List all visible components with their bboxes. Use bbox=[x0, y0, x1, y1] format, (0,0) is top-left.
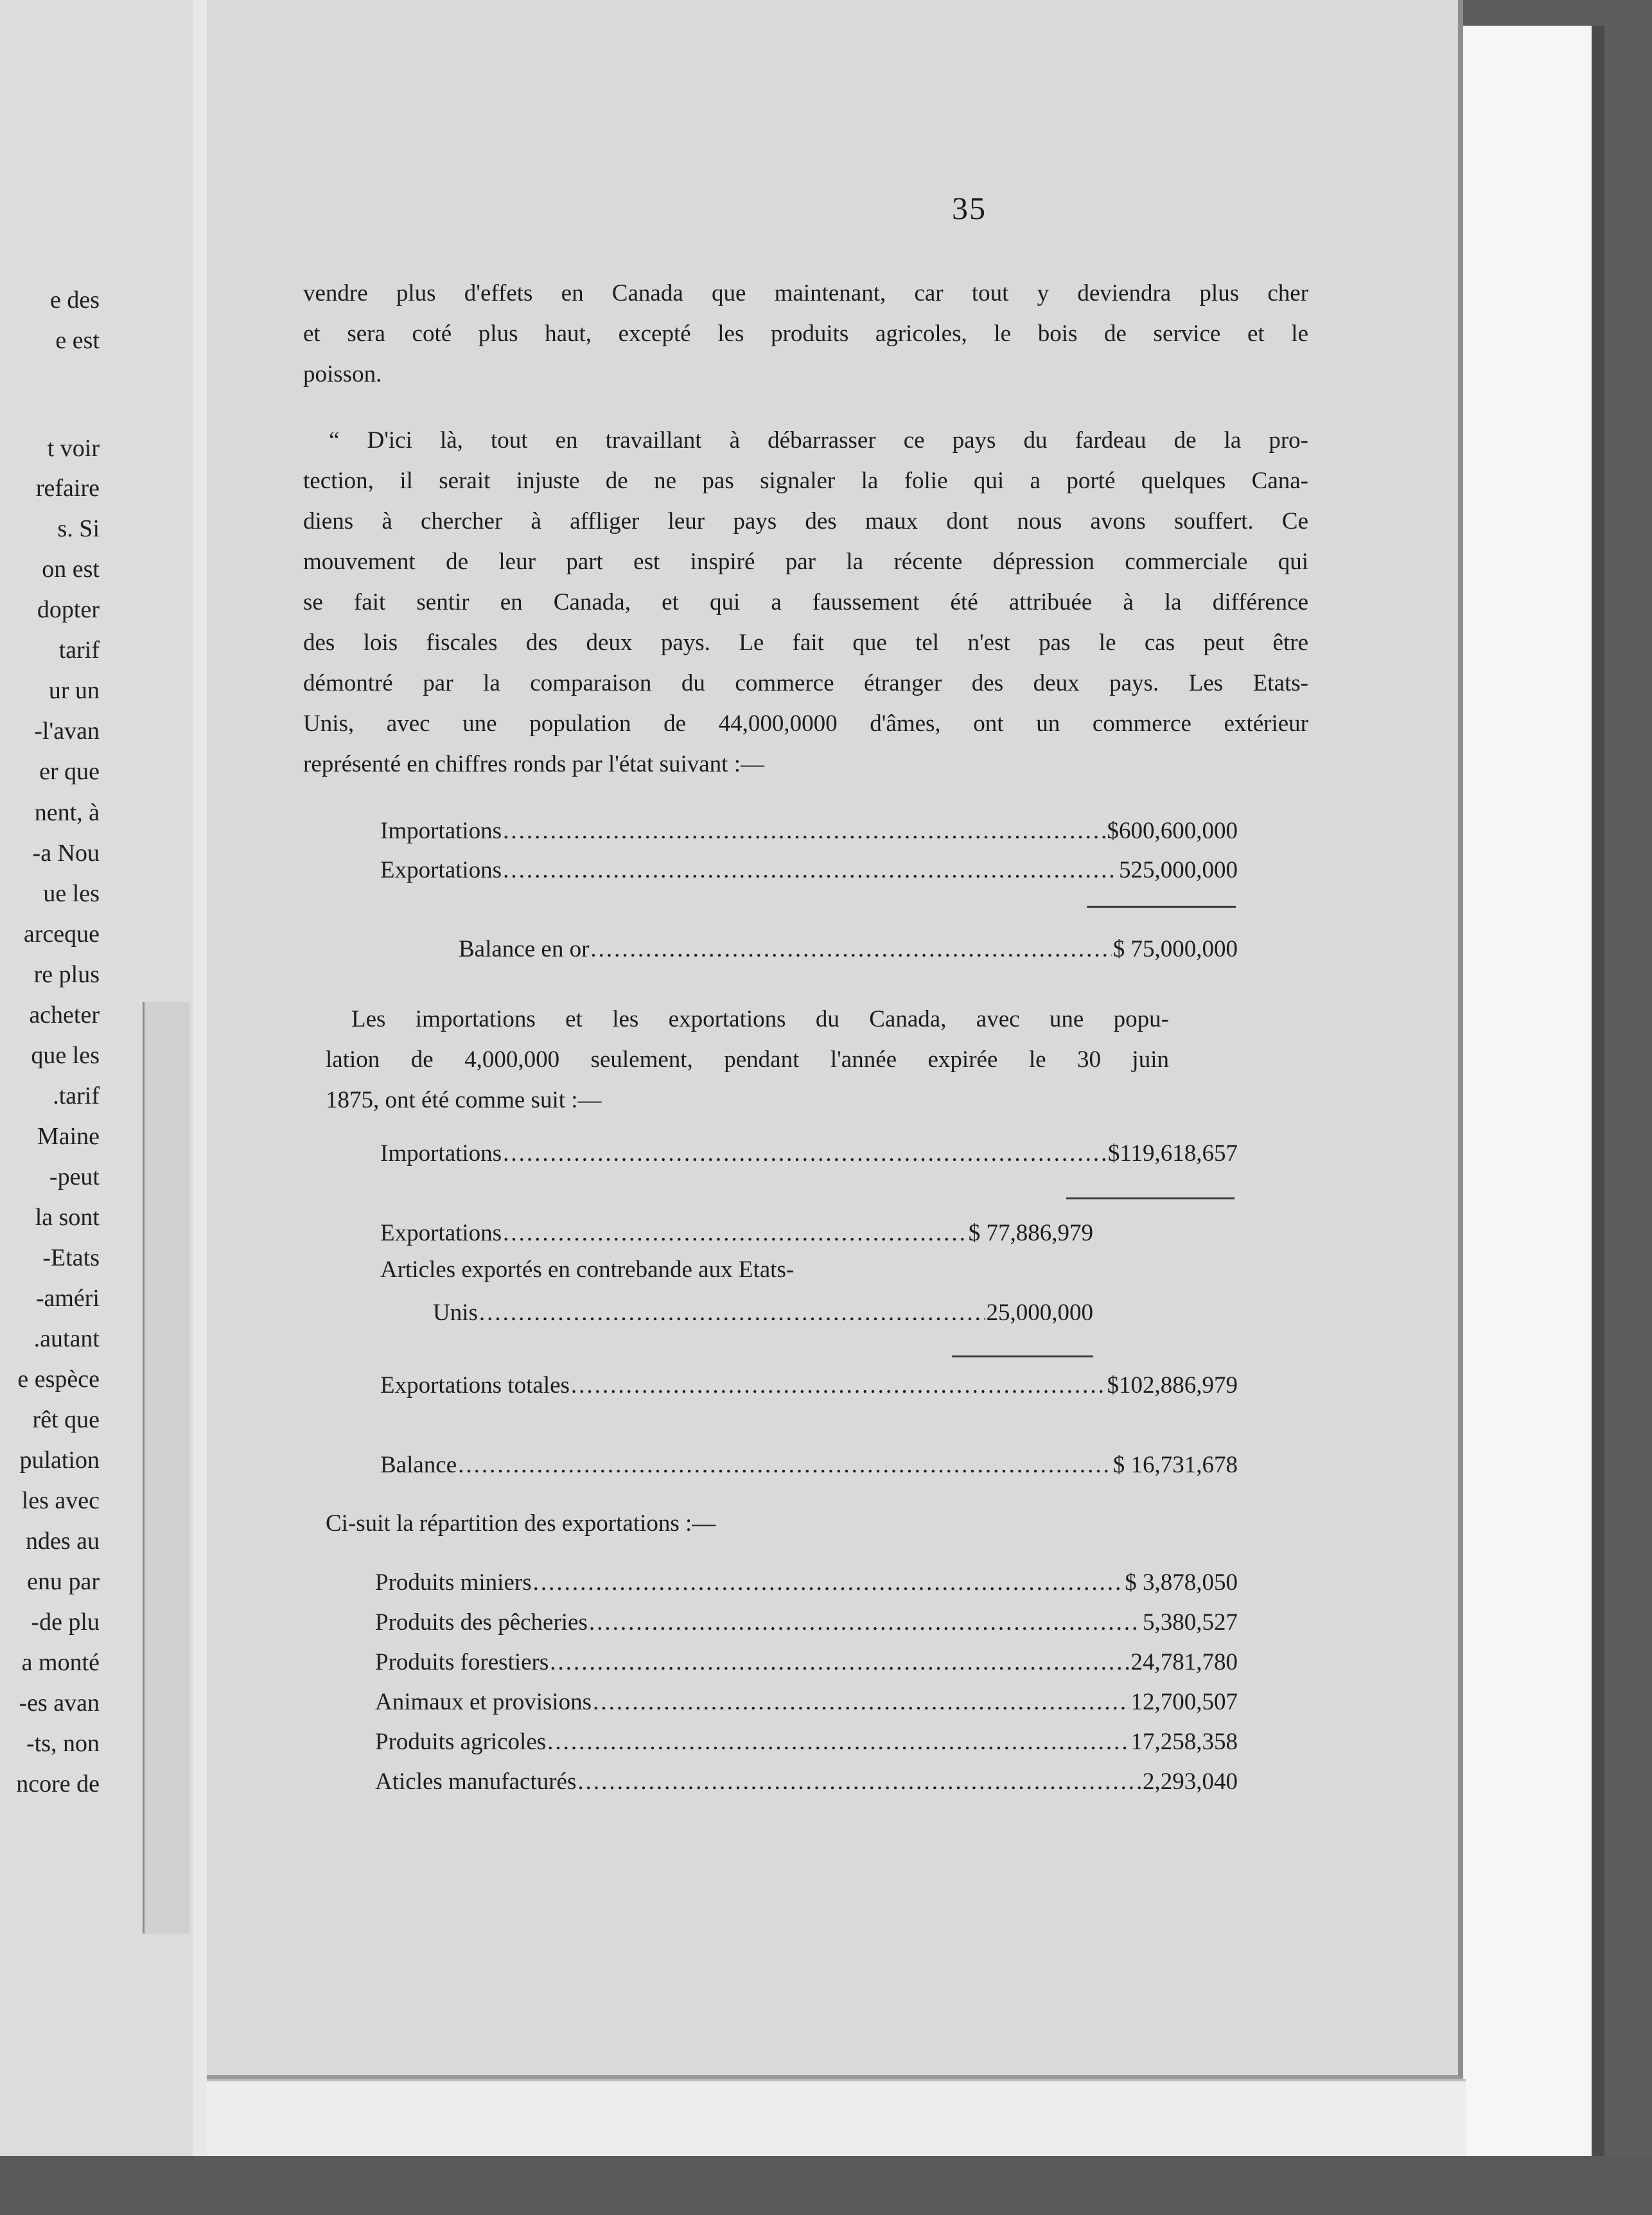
leader-dots bbox=[547, 1728, 1129, 1756]
left-page-text-fragment: dopter bbox=[37, 596, 100, 623]
text-line: démontré par la comparaison du commerce étranger des deux pays. Les Etats- bbox=[303, 670, 1308, 696]
left-page-text-fragment: er que bbox=[39, 758, 100, 785]
row-label: Importations bbox=[380, 818, 502, 844]
leader-dots bbox=[533, 1569, 1124, 1596]
left-page-text-fragment: a monté bbox=[21, 1649, 100, 1676]
leader-dots bbox=[590, 935, 1111, 963]
text-line: vendre plus d'effets en Canada que maintenant, car tout y deviendra plus cher bbox=[303, 280, 1308, 306]
leader-dots bbox=[503, 1140, 1107, 1167]
text-line: “ D'ici là, tout en travaillant à débarrasser ce pays du fardeau de la pro- bbox=[329, 427, 1308, 454]
left-page-text-fragment: l'avan- bbox=[34, 718, 100, 745]
text-line: poisson. bbox=[303, 361, 382, 387]
leader-dots bbox=[593, 1688, 1129, 1716]
repartition-row bbox=[375, 1688, 1238, 1720]
row-value: $ 75,000,000 bbox=[1112, 936, 1238, 962]
us-importations-row bbox=[380, 817, 1238, 849]
book-spine bbox=[193, 0, 207, 2215]
leader-dots bbox=[479, 1299, 985, 1327]
left-page-text-fragment: ts, non- bbox=[26, 1730, 100, 1757]
leader-dots bbox=[577, 1768, 1141, 1796]
leader-dots bbox=[550, 1648, 1129, 1676]
row-label: Animaux et provisions bbox=[375, 1689, 592, 1715]
left-page-text-fragment: Etats- bbox=[42, 1244, 100, 1271]
ca-contrebande-row bbox=[380, 1256, 1093, 1288]
left-page-text-fragment: les avec bbox=[21, 1487, 100, 1514]
sum-rule bbox=[952, 1355, 1093, 1357]
ca-balance-row bbox=[380, 1451, 1238, 1483]
right-blank-sheet bbox=[1463, 26, 1604, 2197]
ca-exportations-row bbox=[380, 1219, 1093, 1251]
row-label: Unis bbox=[433, 1300, 478, 1326]
left-page-text-fragment: rêt que bbox=[32, 1406, 100, 1433]
row-label: Aticles manufacturés bbox=[375, 1769, 577, 1795]
row-value: 12,700,507 bbox=[1130, 1689, 1238, 1715]
leader-dots bbox=[503, 1219, 967, 1247]
left-page-text-fragment: pulation bbox=[19, 1447, 100, 1474]
left-page-fold bbox=[143, 1002, 189, 1934]
left-page-text-fragment: peut- bbox=[49, 1163, 100, 1190]
row-label: Exportations bbox=[380, 1220, 502, 1246]
left-page-text-fragment: ue les bbox=[43, 880, 100, 907]
left-page-text-fragment: que les bbox=[31, 1042, 100, 1069]
text-line: 1875, ont été comme suit :— bbox=[326, 1087, 602, 1113]
left-page-text-fragment: t voir bbox=[47, 435, 100, 462]
text-line: lation de 4,000,000 seulement, pendant l'année expirée le 30 juin bbox=[326, 1046, 1169, 1073]
left-page-text-fragment: acheter bbox=[29, 1002, 100, 1028]
text-line: Unis, avec une population de 44,000,0000 d'âmes, ont un commerce extérieur bbox=[303, 710, 1308, 737]
repartition-row bbox=[375, 1768, 1238, 1800]
row-value: $102,886,979 bbox=[1107, 1372, 1238, 1399]
row-label: Produits des pêcheries bbox=[375, 1609, 588, 1636]
row-value: $600,600,000 bbox=[1107, 818, 1238, 844]
repartition-row bbox=[375, 1648, 1238, 1681]
left-page-text-fragment: nent, à bbox=[34, 799, 100, 826]
text-line: représenté en chiffres ronds par l'état suivant :— bbox=[303, 751, 764, 777]
us-balance-row bbox=[459, 935, 1238, 967]
paragraph-2 bbox=[303, 420, 1308, 784]
repartition-row bbox=[375, 1728, 1238, 1760]
leader-dots bbox=[458, 1451, 1112, 1479]
row-value: $ 3,878,050 bbox=[1125, 1569, 1238, 1596]
leader-dots bbox=[503, 817, 1105, 845]
row-label: Articles exportés en contrebande aux Etats- bbox=[380, 1257, 795, 1283]
us-exportations-row bbox=[380, 856, 1238, 888]
row-label: Produits forestiers bbox=[375, 1649, 549, 1675]
page-bottom-edge bbox=[207, 2079, 1466, 2158]
text-line: diens à chercher à affliger leur pays des maux dont nous avons souffert. Ce bbox=[303, 508, 1308, 534]
left-page-text-fragment: refaire bbox=[35, 475, 100, 502]
text-line: mouvement de leur part est inspiré par la récente dépression commerciale qui bbox=[303, 549, 1308, 575]
left-page-text-fragment: arceque bbox=[23, 921, 100, 948]
left-page-text-fragment: s. Si bbox=[57, 515, 100, 542]
text-line: se fait sentir en Canada, et qui a faussement été attribuée à la différence bbox=[303, 589, 1308, 615]
left-page-text-fragment: de plu- bbox=[31, 1609, 100, 1636]
ca-importations-row bbox=[380, 1140, 1238, 1172]
repartition-row bbox=[375, 1609, 1238, 1641]
left-page-text-fragment: tarif bbox=[58, 637, 100, 664]
paragraph-1 bbox=[303, 273, 1308, 394]
row-value: 525,000,000 bbox=[1119, 857, 1238, 883]
row-label: Produits miniers bbox=[375, 1569, 532, 1596]
paragraph-3 bbox=[326, 999, 1169, 1120]
row-label: Produits agricoles bbox=[375, 1729, 547, 1755]
ca-totales-row bbox=[380, 1372, 1238, 1404]
leader-dots bbox=[503, 856, 1118, 884]
row-value: 2,293,040 bbox=[1143, 1769, 1238, 1795]
left-page-text-fragment: on est bbox=[42, 556, 100, 583]
left-page-text-fragment: ur un bbox=[48, 677, 100, 704]
left-page-text-fragment: e des bbox=[49, 287, 100, 313]
leader-dots bbox=[571, 1372, 1106, 1399]
left-page-text-fragment: e est bbox=[55, 327, 100, 354]
row-label: Exportations bbox=[380, 857, 502, 883]
left-page-text-fragment: e espèce bbox=[17, 1366, 100, 1393]
left-page-text-fragment: tarif. bbox=[53, 1082, 100, 1109]
repartition-row bbox=[375, 1569, 1238, 1601]
row-value: 17,258,358 bbox=[1130, 1729, 1238, 1755]
left-page-text-fragment: améri- bbox=[35, 1285, 100, 1312]
scanner-bed bbox=[0, 2156, 1652, 2215]
left-page-text-fragment: autant. bbox=[33, 1325, 100, 1352]
left-page-text-fragment: es avan- bbox=[19, 1690, 100, 1716]
text-line: tection, il serait injuste de ne pas signaler la folie qui a porté quelques Cana- bbox=[303, 468, 1308, 494]
repartition-intro bbox=[326, 1510, 1032, 1542]
row-label: Exportations totales bbox=[380, 1372, 570, 1399]
row-label: Balance bbox=[380, 1452, 457, 1478]
row-value: $ 77,886,979 bbox=[968, 1220, 1093, 1246]
row-value: 5,380,527 bbox=[1143, 1609, 1238, 1636]
left-page-text-fragment: Maine bbox=[37, 1123, 100, 1150]
sum-rule bbox=[1087, 906, 1236, 908]
ca-contrebande-unis-row bbox=[433, 1299, 1093, 1331]
row-value: 25,000,000 bbox=[986, 1300, 1093, 1326]
page-number: 35 bbox=[952, 190, 987, 226]
text-line: Les importations et les exportations du Canada, avec une popu- bbox=[351, 1006, 1169, 1032]
row-value: $ 16,731,678 bbox=[1112, 1452, 1238, 1478]
text-line: et sera coté plus haut, excepté les produits agricoles, le bois de service et le bbox=[303, 321, 1308, 347]
row-label: Importations bbox=[380, 1140, 502, 1167]
text-line: des lois fiscales des deux pays. Le fait que tel n'est pas le cas peut être bbox=[303, 630, 1308, 656]
document-page bbox=[207, 0, 1463, 2079]
left-page-text-fragment: ndes au bbox=[25, 1528, 100, 1555]
intro-text: Ci-suit la répartition des exportations :— bbox=[326, 1510, 716, 1537]
left-page-text-fragment: re plus bbox=[33, 961, 100, 988]
left-page-text-fragment: a Nou- bbox=[32, 840, 100, 867]
left-page-text-fragment: la sont bbox=[35, 1204, 100, 1231]
row-value: $119,618,657 bbox=[1107, 1140, 1238, 1167]
left-page-text-fragment: enu par bbox=[27, 1568, 100, 1595]
leader-dots bbox=[589, 1609, 1141, 1636]
row-value: 24,781,780 bbox=[1130, 1649, 1238, 1675]
row-label: Balance en or bbox=[459, 936, 590, 962]
sum-rule bbox=[1066, 1197, 1235, 1199]
left-page-text-fragment: ncore de bbox=[16, 1770, 100, 1797]
